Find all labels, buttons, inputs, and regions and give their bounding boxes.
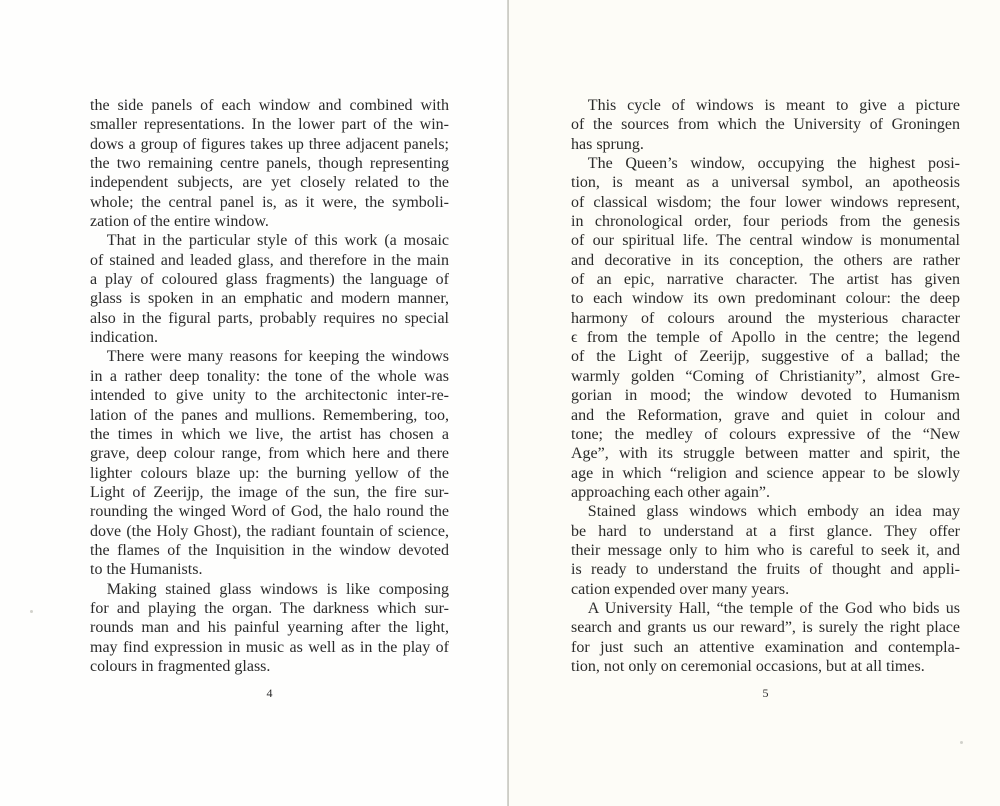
text-line: also in the figural parts, probably requires no special xyxy=(90,309,449,327)
text-line: zation of the entire window. xyxy=(90,213,269,231)
text-line: gorian in mood; the window devoted to Humanism xyxy=(571,387,960,405)
page-number: 4 xyxy=(266,686,273,701)
text-line: grave, deep colour range, from which here and there xyxy=(90,445,449,463)
text-line: Making stained glass windows is like composing xyxy=(106,580,449,598)
text-line: of stained and leaded glass, and therefore in the main xyxy=(90,251,449,269)
text-line: dows a group of figures takes up three adjacent panels; xyxy=(90,135,449,153)
text-line: has sprung. xyxy=(571,135,644,153)
text-line: the times in which we live, the artist has chosen a xyxy=(90,425,449,443)
paragraph xyxy=(90,96,449,231)
left-page-text xyxy=(90,96,449,676)
text-line: in a rather deep tonality: the tone of the whole was xyxy=(90,367,449,385)
text-line: lation of the panes and mullions. Remembering, too, xyxy=(90,406,449,424)
text-line: rounds man and his painful yearning after the light, xyxy=(90,619,449,637)
text-line: The Queen’s window, occupying the highest posi- xyxy=(587,155,960,173)
text-line: the flames of the Inquisition in the window devoted xyxy=(90,541,449,559)
text-line: age in which “religion and science appear to be slowly xyxy=(571,464,960,482)
text-line: A University Hall, “the temple of the God who bids us xyxy=(587,599,960,617)
text-line: of the sources from which the University of Groningen xyxy=(571,116,960,134)
text-line: whole; the central panel is, as it were, the symboli- xyxy=(90,193,449,211)
text-line: tion, is meant as a universal symbol, an apotheosis xyxy=(571,174,960,192)
text-line: colours in fragmented glass. xyxy=(90,657,271,675)
text-line: dove (the Holy Ghost), the radiant fountain of science, xyxy=(90,522,449,540)
text-line: may find expression in music as well as in the play of xyxy=(90,638,449,656)
text-line: warmly golden “Coming of Christianity”, almost Gre- xyxy=(571,367,960,385)
text-line: independent subjects, are yet closely related to the xyxy=(90,174,449,192)
text-line: the two remaining centre panels, though representing xyxy=(90,155,449,173)
paragraph xyxy=(571,502,960,599)
right-page-text xyxy=(571,96,960,676)
text-line: tion, not only on ceremonial occasions, but at all times. xyxy=(571,657,925,675)
paragraph xyxy=(571,96,960,154)
paper-speck xyxy=(960,741,963,744)
text-line: harmony of colours around the mysterious character xyxy=(571,309,960,327)
paragraph xyxy=(571,154,960,502)
text-line: rounding the winged Word of God, the halo round the xyxy=(90,503,449,521)
paragraph xyxy=(90,231,449,347)
text-line: There were many reasons for keeping the windows xyxy=(106,348,449,366)
text-line: for just such an attentive examination and contempla- xyxy=(571,638,960,656)
text-line: and the Reformation, grave and quiet in colour and xyxy=(571,406,960,424)
text-line: of an epic, narrative character. The artist has given xyxy=(571,271,960,289)
text-line: Light of Zeerijp, the image of the sun, the fire sur- xyxy=(90,483,449,501)
text-line: in chronological order, four periods from the genesis xyxy=(571,213,960,231)
text-line: smaller representations. In the lower part of the win- xyxy=(90,116,449,134)
text-line: to the Humanists. xyxy=(90,561,203,579)
text-line: of our spiritual life. The central window is monumental xyxy=(571,232,960,250)
text-line: is ready to understand the fruits of thought and appli- xyxy=(571,561,960,579)
text-line: This cycle of windows is meant to give a picture xyxy=(587,97,960,114)
text-line: search and grants us our reward”, is surely the right place xyxy=(571,619,960,637)
text-line: intended to give unity to the architectonic inter-re- xyxy=(90,387,449,405)
text-line: tone; the medley of colours expressive of the “New xyxy=(571,425,960,443)
paragraph xyxy=(571,599,960,676)
text-line: indication. xyxy=(90,329,158,347)
text-line: a play of coloured glass fragments) the language of xyxy=(90,271,449,289)
paragraph xyxy=(90,580,449,677)
text-line: cation expended over many years. xyxy=(571,580,790,598)
paper-speck xyxy=(30,610,33,613)
text-line: for and playing the organ. The darkness which sur- xyxy=(90,599,449,617)
text-line: lighter colours blaze up: the burning yellow of the xyxy=(90,464,449,482)
text-line: Stained glass windows which embody an idea may xyxy=(587,503,960,521)
text-line: That in the particular style of this work (a mosaic xyxy=(106,232,449,250)
page-number: 5 xyxy=(762,686,769,701)
text-line: the side panels of each window and combined with xyxy=(90,97,449,114)
text-line: approaching each other again”. xyxy=(571,483,771,501)
text-line: ϵ from the temple of Apollo in the centre; the legend xyxy=(571,329,960,347)
text-line: of the Light of Zeerijp, suggestive of a ballad; the xyxy=(571,348,960,366)
text-line: their message only to him who is careful to seek it, and xyxy=(571,541,960,559)
text-line: to each window its own predominant colour: the deep xyxy=(571,290,960,308)
right-page xyxy=(509,0,1000,806)
paragraph xyxy=(90,347,449,579)
text-line: be hard to understand at a first glance. They offer xyxy=(571,522,960,540)
text-line: Age”, with its struggle between matter and spirit, the xyxy=(571,445,960,463)
text-line: of classical wisdom; the four lower windows represent, xyxy=(571,193,960,211)
text-line: glass is spoken in an emphatic and modern manner, xyxy=(90,290,449,308)
text-line: and decorative in its conception, the others are rather xyxy=(571,251,960,269)
